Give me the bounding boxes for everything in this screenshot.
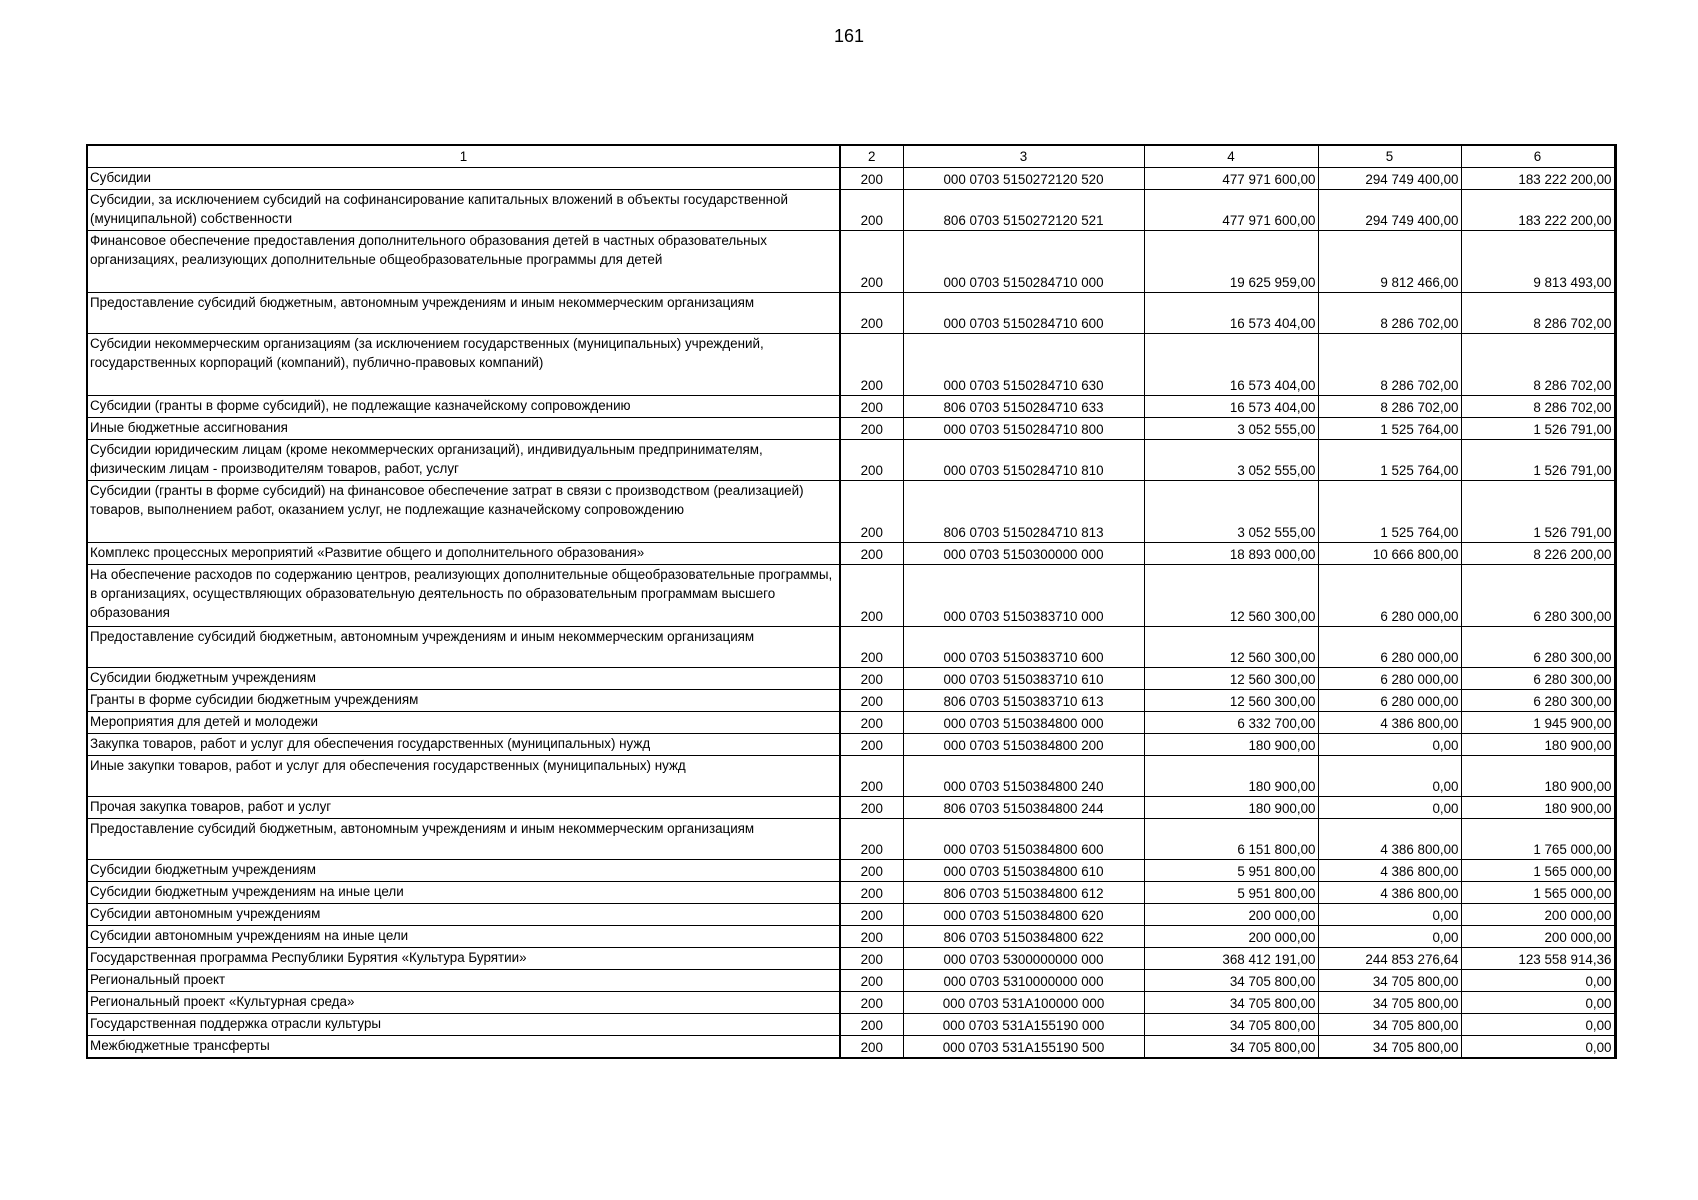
row-code-cell: 200 bbox=[840, 231, 903, 293]
row-value-4-cell: 180 900,00 bbox=[1144, 797, 1318, 819]
table-row bbox=[87, 418, 1615, 440]
table-row bbox=[87, 293, 1615, 334]
row-name-cell: Прочая закупка товаров, работ и услуг bbox=[87, 797, 840, 819]
row-value-4-cell: 477 971 600,00 bbox=[1144, 168, 1318, 190]
row-code-cell: 200 bbox=[840, 168, 903, 190]
row-kbk-cell: 806 0703 5150384800 622 bbox=[903, 926, 1144, 948]
row-value-5-cell: 34 705 800,00 bbox=[1318, 992, 1461, 1014]
table-row bbox=[87, 565, 1615, 627]
row-kbk-cell: 000 0703 5150284710 600 bbox=[903, 293, 1144, 334]
row-value-4-cell: 200 000,00 bbox=[1144, 926, 1318, 948]
row-kbk-cell: 000 0703 5150284710 000 bbox=[903, 231, 1144, 293]
row-value-4-cell: 3 052 555,00 bbox=[1144, 418, 1318, 440]
row-value-5-cell: 34 705 800,00 bbox=[1318, 970, 1461, 992]
table-row bbox=[87, 882, 1615, 904]
row-name-cell: Комплекс процессных мероприятий «Развитие общего и дополнительного образования» bbox=[87, 543, 840, 565]
row-kbk-cell: 000 0703 531A155190 500 bbox=[903, 1036, 1144, 1058]
row-kbk-cell: 000 0703 531A100000 000 bbox=[903, 992, 1144, 1014]
row-kbk-cell: 806 0703 5150284710 813 bbox=[903, 481, 1144, 543]
row-value-5-cell: 6 280 000,00 bbox=[1318, 668, 1461, 690]
row-value-5-cell: 9 812 466,00 bbox=[1318, 231, 1461, 293]
row-value-5-cell: 0,00 bbox=[1318, 926, 1461, 948]
row-value-5-cell: 34 705 800,00 bbox=[1318, 1014, 1461, 1036]
row-value-6-cell: 180 900,00 bbox=[1461, 756, 1615, 797]
table-row bbox=[87, 543, 1615, 565]
row-value-4-cell: 3 052 555,00 bbox=[1144, 481, 1318, 543]
table-body bbox=[87, 168, 1615, 1058]
row-value-5-cell: 244 853 276,64 bbox=[1318, 948, 1461, 970]
row-value-5-cell: 4 386 800,00 bbox=[1318, 860, 1461, 882]
row-kbk-cell: 806 0703 5150272120 521 bbox=[903, 190, 1144, 231]
row-value-5-cell: 4 386 800,00 bbox=[1318, 712, 1461, 734]
table-row bbox=[87, 992, 1615, 1014]
row-value-5-cell: 4 386 800,00 bbox=[1318, 819, 1461, 860]
row-kbk-cell: 000 0703 5150284710 800 bbox=[903, 418, 1144, 440]
row-name-cell: Финансовое обеспечение предоставления дополнительного образования детей в частных образовательных организациях, реализующих дополнительные общеобразовательные программы для детей bbox=[87, 231, 840, 293]
row-code-cell: 200 bbox=[840, 481, 903, 543]
row-name-cell: Государственная программа Республики Бурятия «Культура Бурятии» bbox=[87, 948, 840, 970]
row-name-cell: Иные бюджетные ассигнования bbox=[87, 418, 840, 440]
row-kbk-cell: 000 0703 5150384800 610 bbox=[903, 860, 1144, 882]
row-kbk-cell: 806 0703 5150384800 612 bbox=[903, 882, 1144, 904]
row-kbk-cell: 000 0703 5150383710 610 bbox=[903, 668, 1144, 690]
row-value-6-cell: 1 565 000,00 bbox=[1461, 882, 1615, 904]
row-name-cell: Субсидии автономным учреждениям на иные цели bbox=[87, 926, 840, 948]
row-value-4-cell: 12 560 300,00 bbox=[1144, 627, 1318, 668]
row-value-5-cell: 0,00 bbox=[1318, 734, 1461, 756]
row-kbk-cell: 000 0703 5150384800 620 bbox=[903, 904, 1144, 926]
row-value-4-cell: 5 951 800,00 bbox=[1144, 860, 1318, 882]
table-row bbox=[87, 190, 1615, 231]
table-row bbox=[87, 904, 1615, 926]
row-code-cell: 200 bbox=[840, 293, 903, 334]
row-kbk-cell: 000 0703 5310000000 000 bbox=[903, 970, 1144, 992]
table-row bbox=[87, 668, 1615, 690]
table-row bbox=[87, 970, 1615, 992]
table-header-row bbox=[87, 145, 1615, 168]
table-row bbox=[87, 1036, 1615, 1058]
row-name-cell: Межбюджетные трансферты bbox=[87, 1036, 840, 1058]
row-kbk-cell: 000 0703 5150272120 520 bbox=[903, 168, 1144, 190]
row-value-6-cell: 6 280 300,00 bbox=[1461, 565, 1615, 627]
row-code-cell: 200 bbox=[840, 690, 903, 712]
table-row bbox=[87, 481, 1615, 543]
row-value-4-cell: 34 705 800,00 bbox=[1144, 1014, 1318, 1036]
row-value-4-cell: 3 052 555,00 bbox=[1144, 440, 1318, 481]
row-code-cell: 200 bbox=[840, 860, 903, 882]
row-value-6-cell: 9 813 493,00 bbox=[1461, 231, 1615, 293]
row-code-cell: 200 bbox=[840, 970, 903, 992]
row-kbk-cell: 000 0703 5150384800 240 bbox=[903, 756, 1144, 797]
row-code-cell: 200 bbox=[840, 819, 903, 860]
row-code-cell: 200 bbox=[840, 882, 903, 904]
row-value-6-cell: 0,00 bbox=[1461, 992, 1615, 1014]
row-value-6-cell: 6 280 300,00 bbox=[1461, 668, 1615, 690]
column-header-2: 2 bbox=[840, 145, 903, 168]
row-value-4-cell: 16 573 404,00 bbox=[1144, 293, 1318, 334]
row-name-cell: Закупка товаров, работ и услуг для обеспечения государственных (муниципальных) нужд bbox=[87, 734, 840, 756]
row-value-4-cell: 5 951 800,00 bbox=[1144, 882, 1318, 904]
row-value-5-cell: 10 666 800,00 bbox=[1318, 543, 1461, 565]
row-value-4-cell: 477 971 600,00 bbox=[1144, 190, 1318, 231]
table-row bbox=[87, 926, 1615, 948]
row-value-6-cell: 0,00 bbox=[1461, 1036, 1615, 1058]
row-kbk-cell: 000 0703 5150284710 630 bbox=[903, 334, 1144, 396]
table-row bbox=[87, 231, 1615, 293]
row-name-cell: Субсидии bbox=[87, 168, 840, 190]
row-value-6-cell: 1 765 000,00 bbox=[1461, 819, 1615, 860]
row-value-4-cell: 34 705 800,00 bbox=[1144, 1036, 1318, 1058]
row-name-cell: Предоставление субсидий бюджетным, автономным учреждениям и иным некоммерческим организациям bbox=[87, 819, 840, 860]
row-value-5-cell: 4 386 800,00 bbox=[1318, 882, 1461, 904]
row-value-5-cell: 0,00 bbox=[1318, 797, 1461, 819]
row-value-5-cell: 1 525 764,00 bbox=[1318, 481, 1461, 543]
row-value-6-cell: 8 286 702,00 bbox=[1461, 396, 1615, 418]
row-name-cell: Региональный проект bbox=[87, 970, 840, 992]
column-header-6: 6 bbox=[1461, 145, 1615, 168]
row-code-cell: 200 bbox=[840, 992, 903, 1014]
row-value-4-cell: 19 625 959,00 bbox=[1144, 231, 1318, 293]
row-name-cell: Субсидии бюджетным учреждениям bbox=[87, 860, 840, 882]
row-kbk-cell: 000 0703 5150284710 810 bbox=[903, 440, 1144, 481]
table-row bbox=[87, 334, 1615, 396]
row-value-6-cell: 183 222 200,00 bbox=[1461, 168, 1615, 190]
row-name-cell: На обеспечение расходов по содержанию центров, реализующих дополнительные общеобразовательные программы, в организациях, осуществляющих образовательную деятельность по образовательным программам высшего образования bbox=[87, 565, 840, 627]
row-value-6-cell: 183 222 200,00 bbox=[1461, 190, 1615, 231]
row-kbk-cell: 000 0703 531A155190 000 bbox=[903, 1014, 1144, 1036]
row-code-cell: 200 bbox=[840, 627, 903, 668]
row-name-cell: Субсидии бюджетным учреждениям на иные цели bbox=[87, 882, 840, 904]
table-row bbox=[87, 819, 1615, 860]
table-row bbox=[87, 690, 1615, 712]
row-kbk-cell: 000 0703 5150384800 200 bbox=[903, 734, 1144, 756]
row-value-5-cell: 294 749 400,00 bbox=[1318, 190, 1461, 231]
row-value-6-cell: 200 000,00 bbox=[1461, 926, 1615, 948]
row-value-6-cell: 8 226 200,00 bbox=[1461, 543, 1615, 565]
row-code-cell: 200 bbox=[840, 1014, 903, 1036]
row-code-cell: 200 bbox=[840, 904, 903, 926]
row-value-4-cell: 200 000,00 bbox=[1144, 904, 1318, 926]
row-name-cell: Иные закупки товаров, работ и услуг для обеспечения государственных (муниципальных) нужд bbox=[87, 756, 840, 797]
table-row bbox=[87, 440, 1615, 481]
row-value-6-cell: 1 945 900,00 bbox=[1461, 712, 1615, 734]
row-kbk-cell: 806 0703 5150384800 244 bbox=[903, 797, 1144, 819]
column-header-3: 3 bbox=[903, 145, 1144, 168]
row-name-cell: Предоставление субсидий бюджетным, автономным учреждениям и иным некоммерческим организациям bbox=[87, 293, 840, 334]
row-name-cell: Субсидии автономным учреждениям bbox=[87, 904, 840, 926]
row-kbk-cell: 000 0703 5150384800 000 bbox=[903, 712, 1144, 734]
row-value-5-cell: 0,00 bbox=[1318, 904, 1461, 926]
row-name-cell: Государственная поддержка отрасли культуры bbox=[87, 1014, 840, 1036]
row-code-cell: 200 bbox=[840, 756, 903, 797]
row-value-5-cell: 6 280 000,00 bbox=[1318, 627, 1461, 668]
row-code-cell: 200 bbox=[840, 418, 903, 440]
row-kbk-cell: 000 0703 5150383710 600 bbox=[903, 627, 1144, 668]
row-value-5-cell: 8 286 702,00 bbox=[1318, 293, 1461, 334]
row-value-6-cell: 0,00 bbox=[1461, 970, 1615, 992]
row-value-6-cell: 1 526 791,00 bbox=[1461, 440, 1615, 481]
row-kbk-cell: 000 0703 5150383710 000 bbox=[903, 565, 1144, 627]
row-code-cell: 200 bbox=[840, 396, 903, 418]
row-name-cell: Субсидии, за исключением субсидий на софинансирование капитальных вложений в объекты государственной (муниципальной) собственности bbox=[87, 190, 840, 231]
row-code-cell: 200 bbox=[840, 797, 903, 819]
row-name-cell: Региональный проект «Культурная среда» bbox=[87, 992, 840, 1014]
row-value-6-cell: 180 900,00 bbox=[1461, 797, 1615, 819]
row-name-cell: Субсидии некоммерческим организациям (за исключением государственных (муниципальных) учреждений, государственных корпораций (компаний), публично-правовых компаний) bbox=[87, 334, 840, 396]
row-name-cell: Субсидии (гранты в форме субсидий) на финансовое обеспечение затрат в связи с производством (реализацией) товаров, выполнением работ, оказанием услуг, не подлежащие казначейскому сопровождению bbox=[87, 481, 840, 543]
column-header-1: 1 bbox=[87, 145, 840, 168]
row-kbk-cell: 806 0703 5150383710 613 bbox=[903, 690, 1144, 712]
row-kbk-cell: 000 0703 5150384800 600 bbox=[903, 819, 1144, 860]
row-code-cell: 200 bbox=[840, 1036, 903, 1058]
table-row bbox=[87, 1014, 1615, 1036]
row-value-6-cell: 200 000,00 bbox=[1461, 904, 1615, 926]
table-row bbox=[87, 396, 1615, 418]
page-number: 161 bbox=[833, 26, 865, 46]
table-row bbox=[87, 756, 1615, 797]
row-value-6-cell: 1 526 791,00 bbox=[1461, 418, 1615, 440]
row-value-6-cell: 0,00 bbox=[1461, 1014, 1615, 1036]
row-kbk-cell: 000 0703 5150300000 000 bbox=[903, 543, 1144, 565]
row-value-5-cell: 1 525 764,00 bbox=[1318, 418, 1461, 440]
row-value-4-cell: 180 900,00 bbox=[1144, 756, 1318, 797]
column-header-4: 4 bbox=[1144, 145, 1318, 168]
row-value-4-cell: 368 412 191,00 bbox=[1144, 948, 1318, 970]
row-value-5-cell: 0,00 bbox=[1318, 756, 1461, 797]
row-name-cell: Субсидии юридическим лицам (кроме некоммерческих организаций), индивидуальным предпринимателям, физическим лицам - производителям товаров, работ, услуг bbox=[87, 440, 840, 481]
row-code-cell: 200 bbox=[840, 948, 903, 970]
row-kbk-cell: 000 0703 5300000000 000 bbox=[903, 948, 1144, 970]
row-value-4-cell: 6 151 800,00 bbox=[1144, 819, 1318, 860]
row-code-cell: 200 bbox=[840, 668, 903, 690]
row-code-cell: 200 bbox=[840, 334, 903, 396]
row-value-4-cell: 12 560 300,00 bbox=[1144, 690, 1318, 712]
row-value-4-cell: 6 332 700,00 bbox=[1144, 712, 1318, 734]
row-value-5-cell: 1 525 764,00 bbox=[1318, 440, 1461, 481]
table-row bbox=[87, 168, 1615, 190]
row-kbk-cell: 806 0703 5150284710 633 bbox=[903, 396, 1144, 418]
row-code-cell: 200 bbox=[840, 565, 903, 627]
table-row bbox=[87, 734, 1615, 756]
row-value-4-cell: 180 900,00 bbox=[1144, 734, 1318, 756]
row-value-4-cell: 12 560 300,00 bbox=[1144, 668, 1318, 690]
row-name-cell: Мероприятия для детей и молодежи bbox=[87, 712, 840, 734]
row-value-5-cell: 8 286 702,00 bbox=[1318, 334, 1461, 396]
row-value-5-cell: 294 749 400,00 bbox=[1318, 168, 1461, 190]
row-value-5-cell: 34 705 800,00 bbox=[1318, 1036, 1461, 1058]
row-value-6-cell: 180 900,00 bbox=[1461, 734, 1615, 756]
row-value-6-cell: 1 565 000,00 bbox=[1461, 860, 1615, 882]
table-row bbox=[87, 860, 1615, 882]
row-value-5-cell: 6 280 000,00 bbox=[1318, 690, 1461, 712]
row-name-cell: Гранты в форме субсидии бюджетным учреждениям bbox=[87, 690, 840, 712]
row-name-cell: Предоставление субсидий бюджетным, автономным учреждениям и иным некоммерческим организациям bbox=[87, 627, 840, 668]
row-code-cell: 200 bbox=[840, 440, 903, 481]
row-value-4-cell: 16 573 404,00 bbox=[1144, 396, 1318, 418]
row-value-6-cell: 6 280 300,00 bbox=[1461, 627, 1615, 668]
row-code-cell: 200 bbox=[840, 734, 903, 756]
row-value-6-cell: 8 286 702,00 bbox=[1461, 293, 1615, 334]
row-value-6-cell: 123 558 914,36 bbox=[1461, 948, 1615, 970]
row-value-6-cell: 8 286 702,00 bbox=[1461, 334, 1615, 396]
row-value-4-cell: 34 705 800,00 bbox=[1144, 992, 1318, 1014]
column-header-5: 5 bbox=[1318, 145, 1461, 168]
row-value-6-cell: 6 280 300,00 bbox=[1461, 690, 1615, 712]
row-value-4-cell: 12 560 300,00 bbox=[1144, 565, 1318, 627]
table-row bbox=[87, 797, 1615, 819]
row-value-5-cell: 6 280 000,00 bbox=[1318, 565, 1461, 627]
row-value-6-cell: 1 526 791,00 bbox=[1461, 481, 1615, 543]
row-value-4-cell: 18 893 000,00 bbox=[1144, 543, 1318, 565]
budget-table bbox=[86, 144, 1617, 1059]
row-name-cell: Субсидии бюджетным учреждениям bbox=[87, 668, 840, 690]
row-code-cell: 200 bbox=[840, 543, 903, 565]
table-row bbox=[87, 948, 1615, 970]
row-name-cell: Субсидии (гранты в форме субсидий), не подлежащие казначейскому сопровождению bbox=[87, 396, 840, 418]
row-code-cell: 200 bbox=[840, 190, 903, 231]
row-value-4-cell: 16 573 404,00 bbox=[1144, 334, 1318, 396]
row-value-4-cell: 34 705 800,00 bbox=[1144, 970, 1318, 992]
row-code-cell: 200 bbox=[840, 926, 903, 948]
table-row bbox=[87, 712, 1615, 734]
table-row bbox=[87, 627, 1615, 668]
row-value-5-cell: 8 286 702,00 bbox=[1318, 396, 1461, 418]
row-code-cell: 200 bbox=[840, 712, 903, 734]
